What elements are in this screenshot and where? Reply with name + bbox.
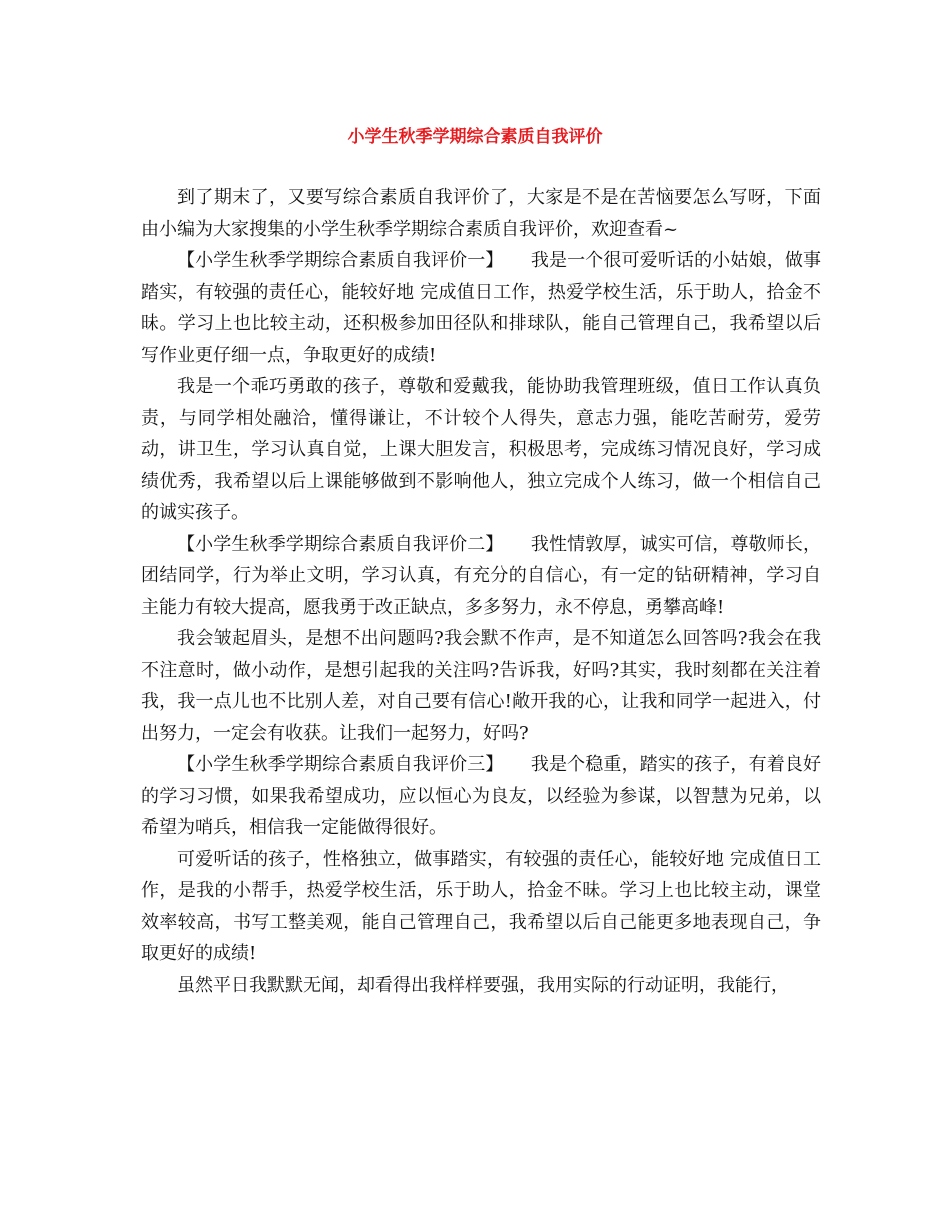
document-title: 小学生秋季学期综合素质自我评价: [347, 127, 603, 147]
paragraph-evaluation-three: 【小学生秋季学期综合素质自我评价三】 我是个稳重，踏实的孩子，有着良好的学习习惯，如果我希望成功，应以恒心为良友，以经验为参谋，以智慧为兄弟，以希望为哨兵，相信我一定能做得很好。: [141, 754, 821, 838]
document-body: [141, 182, 821, 1001]
paragraph-quiet-child: 虽然平日我默默无闻，却看得出我样样要强，我用实际的行动证明，我能行，: [177, 974, 789, 996]
paragraph-frown: 我会皱起眉头，是想不出问题吗?我会默不作声，是不知道怎么回答吗?我会在我不注意时，做小动作，是想引起我的关注吗?告诉我，好吗?其实，我时刻都在关注着我，我一点儿也不比别人差，对自己要有信心!敞开我的心，让我和同学一起进入，付出努力，一定会有收获。让我们一起努力，好吗?: [141, 628, 821, 744]
paragraph-evaluation-two: 【小学生秋季学期综合素质自我评价二】 我性情敦厚，诚实可信，尊敬师长，团结同学，行为举止文明，学习认真，有充分的自信心，有一定的钻研精神，学习自主能力有较大提高，愿我勇于改正缺点，多多努力，永不停息，勇攀高峰!: [141, 533, 821, 618]
paragraph-evaluation-one: 【小学生秋季学期综合素质自我评价一】 我是一个很可爱听话的小姑娘，做事踏实，有较强的责任心，能较好地 完成值日工作，热爱学校生活，乐于助人，拾金不昧。学习上也比较主动，还积极参加田径队和排球队，能自己管理自己，我希望以后写作业更仔细一点，争取更好的成绩!: [141, 250, 821, 366]
paragraph-brave-child: 我是一个乖巧勇敢的孩子，尊敬和爱戴我，能协助我管理班级，值日工作认真负责，与同学相处融洽，懂得谦让，不计较个人得失，意志力强，能吃苦耐劳，爱劳动，讲卫生，学习认真自觉，上课大胆发言，积极思考，完成练习情况良好，学习成绩优秀，我希望以后上课能够做到不影响他人，独立完成个人练习，做一个相信自己的诚实孩子。: [141, 376, 821, 523]
paragraph-intro: 到了期末了，又要写综合素质自我评价了，大家是不是在苦恼要怎么写呀，下面由小编为大家搜集的小学生秋季学期综合素质自我评价，欢迎查看~: [141, 187, 821, 240]
paragraph-obedient-child: 可爱听话的孩子，性格独立，做事踏实，有较强的责任心，能较好地 完成值日工作，是我的小帮手，热爱学校生活，乐于助人，拾金不昧。学习上也比较主动，课堂效率较高，书写工整美观，能自己管理自己，我希望以后自己能更多地表现自己，争取更好的成绩!: [141, 848, 821, 964]
